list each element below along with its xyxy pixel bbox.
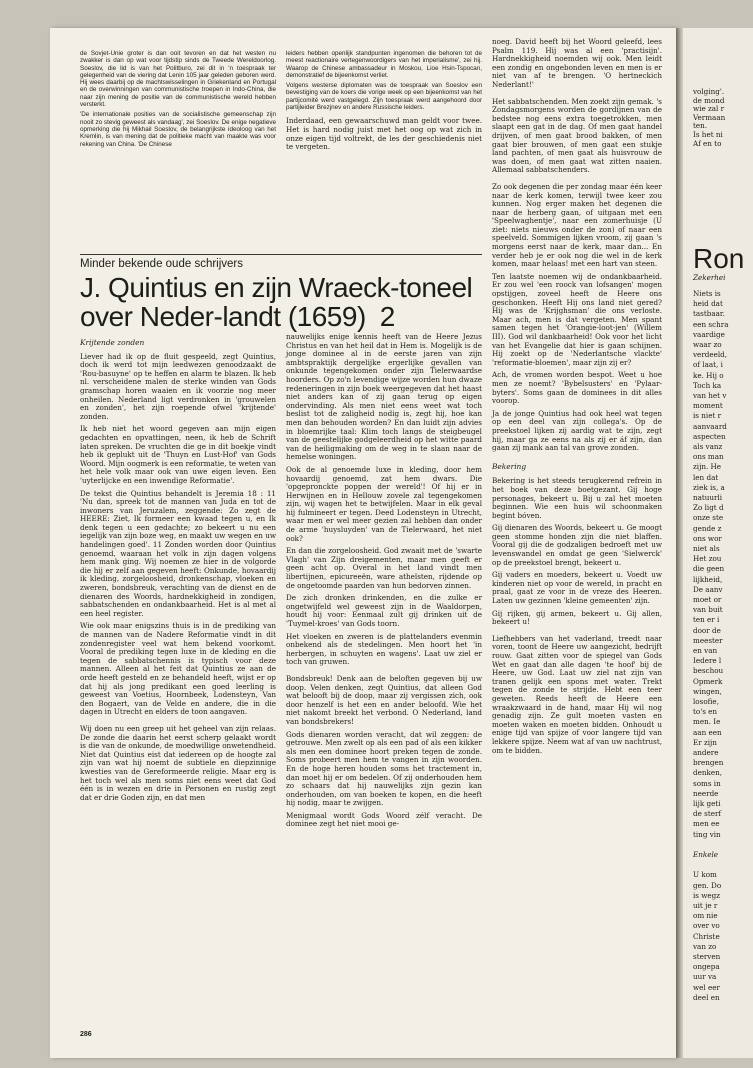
right-page-line: Het zou	[693, 554, 722, 564]
right-page-line: van buit	[693, 605, 723, 615]
paragraph: Ten laatste noemen wij de ondankbaarheid. Er zou wel 'een roock van lofsangen' mogen opstijgen, zoveel heeft de Heere ons geschonken. Heeft Hij ons land niet gered? Hij was de 'Krijghsman' die ons verloste. Maar ach, men is dat vergeten. Men spant samen tegen het 'Orangie-loot-jen' (Willem III). God wil dankbaarheid! Ook voor het licht van het Evangelie dat hier is gaan schijnen. Hij zoekt op de 'Nederlantsche vlackte' 'reformatie-bloemen', maar zijn zij er?	[492, 271, 662, 367]
right-page-line: beschou	[693, 666, 724, 676]
paragraph: Volgens westerse diplomaten was de toespraak van Soeslov een bevestiging van de koers die vorige week op een bijeenkomst van het partijcomité werd vastgelegd. Zijn toespraak werd aangehoord door partijleider Brezjnev en andere Russische leiders.	[286, 82, 482, 112]
right-page-line: aspecten	[693, 431, 726, 441]
right-page-line: over vo	[693, 921, 720, 931]
right-page-line: wel eer	[693, 982, 720, 992]
right-page-line: meester	[693, 635, 723, 645]
paragraph: Ach, de vromen worden bespot. Weet u hoe men ze noemt? 'Bybelsusters' en 'Pylaar-byters'. Soms gaan de dominees in dit alles voorop.	[492, 370, 662, 406]
paragraph: Liefhebbers van het vaderland, treedt naar voren, toont de Heere uw aangezicht, bedrijft rouw. Gaat zitten voor de spiegel van Gods Wet en gaat dan alle dagen 'te hoof' bij de Heere, uw God. Laat uw ziel nat zijn van tranen gelijk een spons met water. Trekt tegen de zonde te strijde. Hebt een teer geweten. Reeds heeft de Heere een wraakzwaard in de hand, maar Hij wil nog genadig zijn. Ze gult moeten vasten en moeten waken en moeten bidden. Onhoudt u enige tijd van spijze of voor langere tijd van lekkere spijze. Neem wat af van uw nachtrust, om te bidden.	[492, 633, 662, 755]
right-page-line: de mond	[693, 95, 725, 105]
paragraph: Het sabbatschenden. Men zoekt zijn gemak. 's Zondagsmorgens worden de gordijnen van de bedstee nog eens extra toegetrokken, men slaapt een gat in de dag. Of men gaat handel drijven, of men gaat brood bakken, of men gaat bier brouwen, of men gaat een stukje land pachten, of men gaat als huisvrouw de was doen, of men gaat wat zitten naaien. Allemaal sabbatschenders.	[492, 96, 662, 175]
right-page-line: of laat, i	[693, 360, 723, 370]
magazine-page-left	[50, 28, 676, 1058]
right-page-line: Er zijn	[693, 737, 717, 747]
article-part-number: 2	[379, 301, 395, 332]
paragraph: De zich dronken drinkenden, en die zulke er ongetwijfeld wel geweest zijn in de Waaldorpen, houdt hij voor: Eenmaal zult gij drinken uit de 'Tuymel-kroes' van Gods toorn.	[286, 593, 482, 628]
right-page-line: niet als	[693, 544, 720, 553]
right-page-line: Toch ka	[693, 380, 722, 390]
right-page-line: Is het ni	[693, 130, 723, 139]
right-page-line: aanvaard	[693, 421, 727, 431]
right-page-line: natuurli	[693, 493, 723, 502]
right-page-line: lijk geti	[693, 799, 721, 808]
right-page-line: heid dat	[693, 299, 723, 309]
right-page-line: Opmerk	[693, 676, 723, 686]
right-page-line: uit je r	[693, 901, 718, 910]
right-page-line: Vermaan	[693, 112, 726, 122]
right-page-line: die geen	[693, 564, 725, 574]
paragraph: Wij doen nu een greep uit het geheel van zijn relaas. De zonde die daarin het eerst scherp gelaakt wordt is die van de onkunde, de moedwillige onwetendheid. Niet dat Quintius eist dat iedereen op de hoogte zal zijn van wat hij noemt de subtiele en diepzinnige kwesties van de Gereformeerde religie. Maar erg is het toch wel als men soms niet eens weet dat God één is in wezen en drie in Personen en rustig zegt dat er drie Goden zijn, en dat men	[80, 723, 276, 802]
right-page-line: ziek is, a	[693, 482, 725, 492]
right-page-line: ting vin	[693, 829, 721, 839]
right-page-line: vaardige	[693, 329, 725, 339]
right-page-line: Enkele	[693, 850, 719, 859]
right-page-line: lijkheid,	[693, 574, 723, 584]
divider-rule	[80, 254, 482, 255]
article-title-text: J. Quintius en zijn Wraeck-toneel over Neder-landt (1659)	[80, 272, 473, 332]
right-page-line: verdeeld,	[693, 350, 728, 360]
right-page-line: onze ste	[693, 513, 724, 523]
right-page-line: gende z	[693, 523, 722, 533]
right-page-line: wie zal r	[693, 104, 725, 114]
right-page-line: volging'.	[693, 87, 725, 96]
right-page-line: men ee	[693, 819, 720, 829]
right-page-line: uur va	[693, 972, 717, 982]
right-page-line: de sterf	[693, 809, 722, 819]
right-page-line: ten.	[693, 121, 708, 131]
right-page-line: als vanz	[693, 442, 723, 451]
right-page-line: Iedere l	[693, 656, 722, 666]
right-page-line: denken,	[693, 768, 723, 778]
right-page-line: en van	[693, 646, 718, 655]
top-column-middle	[286, 50, 482, 155]
right-page-line: waar zo	[693, 340, 722, 349]
article-title	[80, 273, 500, 331]
paragraph: Gij dienaren des Woords, bekeert u. Ge moogt geen stomme honden zijn die niet blaffen. Vooral gij die de godzaligen bedroeft met uw levenswandel en omdat ge geen 'Sielwerck' op de preekstoel brengt, bekeert u.	[492, 523, 662, 567]
right-page-line: losofie,	[693, 697, 719, 706]
paragraph: Bondsbreuk! Denk aan de beloften gegeven bij uw doop. Velen denken, zegt Quintius, dat alleen God wat belooft bij de doop, maar zij vergissen zich, ook door henzelf is het een en ander beloofd. Wie het niet nakomt breekt het verbond. O Nederland, land van bondsbrekers!	[286, 673, 482, 726]
paragraph: Gij vaders en moeders, bekeert u. Voedt uw kinderen niet op voor de wereld, in pracht en praal, gaat ze voor in de vreze des Heeren. Laten uw gezinnen 'kleine gemeenten' zijn.	[492, 570, 662, 606]
right-page-line: U kom	[693, 870, 717, 880]
article-column-3	[492, 38, 662, 759]
paragraph: Ik heb niet het woord gegeven aan mijn eigen gedachten en opvattingen, neen, ik heb de Schrift laten spreken. De vruchten die ge in dit boekje vindt heb ik geplukt uit de 'Thuyn en Lust-Hof' van Gods Woord. Mijn oogmerk is een reformatie, te weten van het hele volk maar ook van uwe eigen leven. Een 'uyterlijcke en een inwendige Reformatie'.	[80, 424, 276, 485]
right-page-line: andere	[693, 748, 719, 757]
paragraph: nauwelijks enige kennis heeft van de Heere Jezus Christus en van het heil dat in Hem is. Mogelijk is de jonge dominee al in de eerste jaren van zijn ambtspraktijk dergelijke ergerlijke gevallen van onkunde tegengekomen onder zijn Tielerwaardse hoorders. Op zo'n levendige wijze worden hun dwaze redeneringen in zijn boek weergegeven dat het haast niet anders kan of zij gaan terug op eigen ondervinding. Als men niet eens weet wat toch beslist tot de zaligheid nodig is, zegt hij, hoe kan men dan behouden worden? En dan luidt zijn advies in bloemrijke taal: Klim toch langs de steigbeugel van de geestelijke godgeleerdheid op het witte paard van de heiligmaking om de weg in te slaan naar de hemelse woningen.	[286, 332, 482, 462]
right-page-line: deel en	[693, 992, 720, 1002]
paragraph: Gods dienaren worden veracht, dat wil zeggen: de getrouwe. Men zwelt op als een pad of als een kikker als men een dominee hoort preken tegen de zonde. Soms probeert men hem te vangen in zijn woorden. En de hoge heren houden soms het tractement in, dan moet hij er om bedelen. Of zij onderhouden hem zo schaars dat hij nauwelijks zijn gezin kan onderhouden, om van boeken te kopen, en die heeft hij nodig, maar te zwijgen.	[286, 729, 482, 808]
paragraph: Bekering is het steeds terugkerend refrein in het boek van deze boetgezant. Gij hoge personages, bekeert u. Bij u zal het moeten beginnen. Wie een huis wil schoonmaken begint bóven.	[492, 476, 662, 520]
right-page-line: Af en to	[693, 138, 722, 148]
right-page-line: moet or	[693, 595, 722, 604]
paragraph: En dan die zorgeloosheid. God zwaait met de 'swarte Vlagh' van Zijn dreigementen, maar men geeft er geen acht op. Overal in het land vindt men libertijnen, epicureeën, ware atheïsten, rijdende op de ongetoomde paarden van hun bedorven zinnen.	[286, 546, 482, 590]
right-page-line: gen. Do	[693, 880, 722, 890]
paragraph: Liever had ik op de fluit gespeeld, zegt Quintius, doch ik werd tot mijn leedwezen genoodzaakt de 'Rou-basuyne' op te heffen en alarm te blazen. Ik heb nl. verscheidene malen de sterke winden van Gods gramschap horen waaien en ik voorzie nog meer onheilen. Nederland ligt verdronken in 'grouwelen en zonden', het zijn roepende ofwel 'krijtende' zonden.	[80, 351, 276, 421]
right-page-line: wingen,	[693, 686, 722, 696]
right-page-line: aan een	[693, 727, 722, 737]
magazine-page-right	[683, 28, 753, 1058]
right-page-line: sterven	[693, 952, 721, 961]
page-number: 286	[80, 1031, 92, 1038]
right-page-line: len dat	[693, 472, 719, 482]
right-page-line: van het v	[693, 391, 727, 400]
paragraph: noeg. David heeft bij het Woord geleefd, lees Psalm 119. Hij was al een 'practisijn'. Hardnekkigheid noemden wij ook. Men leidt een zondig en ongebonden leven en men is er niet van af te brengen. 'O hertneckich Nederlant!'	[492, 37, 662, 89]
right-page-line: om nie	[693, 911, 718, 921]
right-page-title: Ron	[693, 243, 745, 274]
right-page-line: tastbaar.	[693, 309, 725, 319]
paragraph: Zo ook degenen die per zondag maar één keer naar de kerk komen, terwijl twee keer zou kunnen. Nog erger maken het degenen die naar de herberg gaan, of uitgaan met een 'Speelwaghentje', naar een zomerhuisje (U ziet: niets nieuws onder de zon) of naar een speelveld. Sommigen lijken vroom, zij gaan 's morgens eerst naar de kerk, maar dan... En verder heb je er ook nog die wel in de kerk komen, maar helaas! met een hart van steen.	[492, 181, 662, 269]
article-column-2	[286, 333, 482, 833]
paragraph: Wie ook maar enigszins thuis is in de prediking van de mannen van de Nadere Reformatie vindt in dit zondenregister veel wat hem bekend voorkomt. Vooral de prediking tegen luxe in de kleding en die tegen de sabbatschennis is typisch voor deze mannen. Alleen al het feit dat Quintius ze aan de orde heeft gesteld en ze behandeld heeft, wijst er op dat hij als jong predikant een goed leerling is geweest van Voetius, Hoornbeek, Lodensteyn, Van den Bogaert, van de Velde en andere, die in die dagen in Utrecht en elders de toon aangaven.	[80, 621, 276, 717]
right-page-line: door de	[693, 625, 721, 635]
paragraph: Menigmaal wordt Gods Woord zélf veracht. De dominee zegt het niet mooi ge-	[286, 810, 482, 829]
paragraph: de Sovjet-Unie groter is dan ooit tevoren en dat het westen nu zwakker is dan op wat voor tijdstip sinds de Tweede Wereldoorlog. Soeslov, die lid is van het Politburo, zei dit in 'n toespraak ter gelegenheid van de viering dat Lenin 105 jaar geleden geboren werd. Hij wees daarbij op de machtswisselingen in Griekenland en Portugal en de overwinningen van communistische troepen in Indo-China, die naar zijn mening de positie van de communistische wereld hebben versterkt.	[80, 50, 276, 109]
right-page-line: is wegz	[693, 890, 721, 900]
paragraph: Gij rijken, gij armen, bekeert u. Gij allen, bekeert u!	[492, 608, 662, 627]
paragraph: Ook de al genoemde luxe in kleding, door hem hovaardij genoemd, zat hem dwars. Die 'opgepronckte poppen der wereld'! Of hij er in Herwijnen en in Hellouw zovele zal tegengekomen zijn, wij wagen het te betwijfelen. Maar in elk geval hij fulmineert er tegen. Deed Lodensteyn in Utrecht, waar men er wel meer gezien zal hebben dan onder de arme 'huysluyden' van de Tielerwaard, het niet ook?	[286, 464, 482, 543]
page-gutter	[676, 28, 683, 1058]
right-page-line: Christe	[693, 931, 720, 941]
paragraph: Het vloeken en zweren is de plattelanders evenmin onbekend als de stedelingen. Men hoort het 'in herbergen, in schuyten en wagens'. Laat uw ziel er toch van gruwen.	[286, 631, 482, 667]
article-kicker: Minder bekende oude schrijvers	[80, 258, 244, 270]
paragraph: leiders hebben openlijk standpunten ingenomen die behoren tot de meest reactionaire vertegenwoordigers van het imperialisme', zei hij. Waarop de Chinese ambassadeur in Moskou, Lioe Hsin-Tspocan, demonstratief de bijeenkomst verliet.	[286, 50, 482, 79]
right-page-line: De aanv	[693, 584, 723, 594]
right-page-line: Zo ligt d	[693, 503, 724, 513]
right-page-line: to's en	[693, 707, 718, 717]
right-page-line: van zo	[693, 941, 717, 951]
right-page-line: soms in	[693, 778, 721, 788]
right-page-line: ons wor	[693, 533, 722, 543]
paragraph: Ja de jonge Quintius had ook heel wat tegen op een deel van zijn collega's. Op de preekstoel lijken zij aardig wat te zijn, zegt hij, maar ga ze eens na als zij er áf zijn, dan gaan zij mank aan tal van grove zonden.	[492, 408, 662, 453]
right-page-line: een schra	[693, 319, 729, 329]
paragraph: 'De internationale posities van de socialistische gemeenschap zijn nooit zo stevig geweest als vandaag', zei Soeslov. De enige negatieve opmerking die hij Mikhail Soeslov, de belangrijkste ideoloog van het Kremlin, is van mening dat de politieke macht van maakte was voor rekening van China. 'De Chinese	[80, 111, 276, 148]
section-heading: Bekering	[492, 461, 527, 471]
right-page-line: is niet r	[693, 411, 722, 421]
right-page-line: ke. Hij o	[693, 370, 724, 380]
right-page-line: ons man	[693, 452, 724, 462]
paragraph: Inderdaad, een gewaarschuwd man geldt voor twee. Het is hard nodig juist met het oog op wat zich in onze eigen tijd voltrekt, de les der geschiedenis niet te vergeten.	[286, 116, 482, 152]
right-page-line: ten er i	[693, 615, 720, 625]
right-page-line: men. Ie	[693, 717, 721, 727]
right-page-line: zijn. He	[693, 462, 722, 472]
right-page-line: brengen	[693, 758, 724, 768]
article-column-1	[80, 333, 276, 806]
right-page-line: Niets is	[693, 289, 721, 298]
top-column-left	[80, 50, 276, 151]
right-page-line: moment	[693, 401, 723, 411]
right-page-line: ongepa	[693, 962, 720, 972]
subheading: Krijtende zonden	[80, 338, 145, 347]
right-page-line: neerde	[693, 788, 719, 798]
right-page-subtitle: Zekerhei	[693, 273, 726, 282]
paragraph: De tekst die Quintius behandelt is Jeremia 18 : 11 'Nu dan, spreek tot de mannen van Juda en tot de inwoners van Jeruzalem, zeggende: Zo zegt de HEERE: Ziet, Ik formeer een kwaad tegen u, en Ik denk tegen u een gedachte; zo bekeert u nu een iegelijk van zijn boze weg, en maakt uw wegen en uw handelingen goed'. 11 Zonden worden door Quintius genoemd, waaraan het volk in zijn dagen volgens hem mank ging. Wij noemen ze hier in de volgorde die hij er zelf aan gegeven heeft: Onkunde, hovaardij ik kleding, zorgeloosheid, dronkenschap, vloeken en zweren, bondsbreuk, verachting van de dienst en de dienaren des Woords, hardnekkigheid in zondigen, sabbatschenden en ondankbaarheid. Het is al met al een heel register.	[80, 488, 276, 618]
